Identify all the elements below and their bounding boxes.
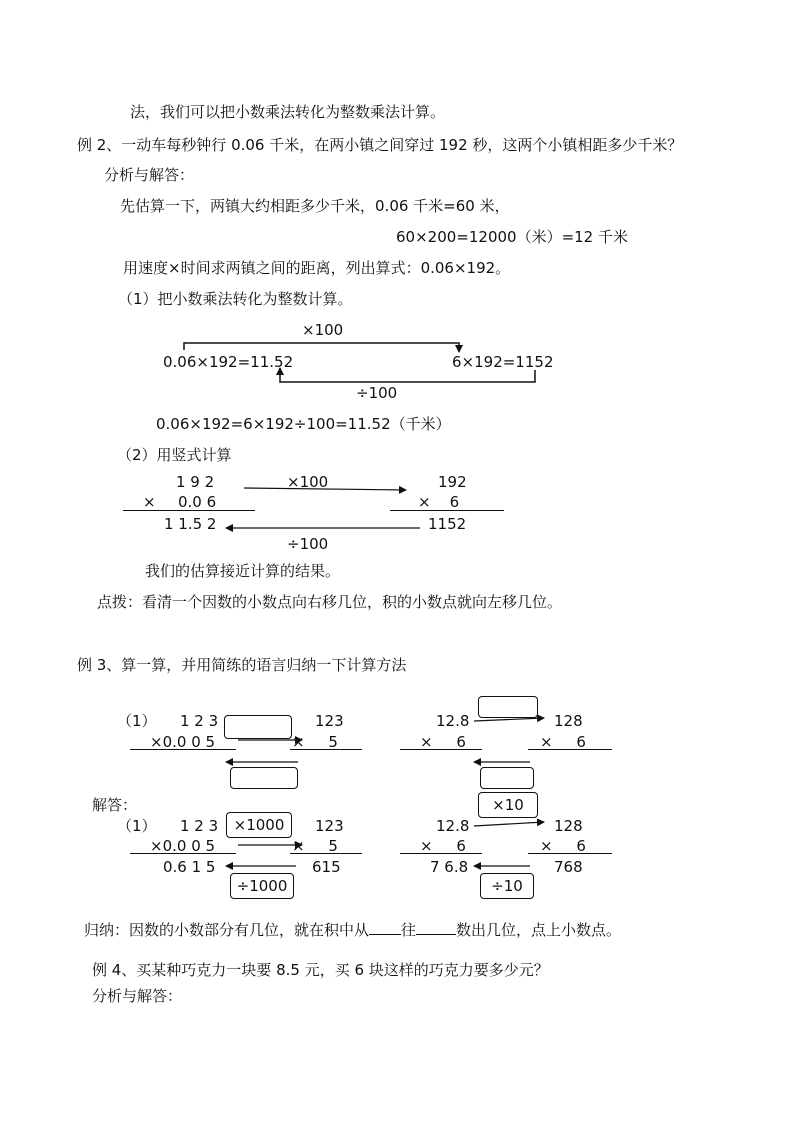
p-b-blank-box-bottom[interactable] (480, 767, 534, 789)
v-left-rule (123, 510, 255, 511)
summary-blank-1[interactable] (369, 920, 401, 935)
v-div100-label: ÷100 (287, 535, 329, 553)
v-times100-label: ×100 (287, 473, 329, 491)
step-1-div100-label: ÷100 (356, 384, 398, 402)
estimate-line-2: 60×200=12000（米）=12 千米 (396, 228, 628, 246)
estimate-line-1: 先估算一下，两镇大约相距多少千米，0.06 千米=60 米， (120, 197, 510, 215)
s-a-rule (130, 853, 236, 854)
example-2-analysis-label: 分析与解答： (104, 166, 195, 184)
p-b-right-arrow (474, 718, 544, 721)
s-a-box-bottom-label: ÷1000 (236, 877, 288, 895)
s-b-right-arrow (474, 822, 544, 826)
p-a-int-rule (290, 749, 362, 750)
s-b-box-bottom-label: ÷10 (491, 877, 523, 895)
intro-tail: 法，我们可以把小数乘法转化为整数乘法计算。 (130, 103, 446, 121)
v-left-top: 1 9 2 (176, 473, 215, 491)
s-b-rule (400, 853, 482, 854)
s-a-top: 1 2 3 (180, 817, 219, 835)
s-a-result: 0.6 1 5 (163, 858, 216, 876)
s-a-int-rule (290, 853, 362, 854)
example-4-question: 例 4、买某种巧克力一块要 8.5 元，买 6 块这样的巧克力要多少元？ (92, 961, 549, 979)
summary-line (84, 920, 621, 939)
p-label: （1） (117, 712, 157, 730)
s-a-box-bottom (230, 873, 294, 899)
s-label: （1） (117, 817, 157, 835)
s-a-int-top: 123 (315, 817, 344, 835)
v-right-rule (390, 510, 504, 511)
example-3-question: 例 3、算一算，并用简练的语言归纳一下计算方法 (77, 656, 407, 674)
s-b-int-result: 768 (554, 858, 583, 876)
p-b-int-rule (528, 749, 612, 750)
s-a-int-mul: × 5 (292, 837, 338, 855)
summary-part-c: 数出几位，点上小数点。 (456, 921, 622, 939)
step-2-title: （2）用竖式计算 (117, 446, 232, 464)
p-a-blank-box-bottom[interactable] (230, 767, 298, 789)
s-b-mul: × 6 (420, 837, 466, 855)
p-b-int-top: 128 (554, 712, 583, 730)
s-b-int-top: 128 (554, 817, 583, 835)
p-a-rule (130, 749, 236, 750)
v-right-mul: × 6 (418, 493, 460, 511)
s-b-int-rule (528, 853, 612, 854)
v-left-mul-sign: × (143, 493, 156, 511)
p-b-top: 12.8 (436, 712, 470, 730)
answer-label: 解答： (92, 796, 138, 814)
times100-bracket-arrow (184, 343, 459, 352)
v-right-result: 1152 (428, 515, 467, 533)
s-b-box-top (478, 792, 538, 818)
step-1-right-expression: 6×192=1152 (452, 353, 554, 371)
s-b-top: 12.8 (436, 817, 470, 835)
step-1-times100-label: ×100 (302, 321, 344, 339)
v-left-mul: 0.0 6 (178, 493, 217, 511)
summary-part-a: 归纳：因数的小数部分有几位，就在积中从 (84, 921, 370, 939)
v-left-result: 1 1.5 2 (164, 515, 217, 533)
p-b-rule (400, 749, 482, 750)
p-a-int-mul: × 5 (292, 733, 338, 751)
example-2-question: 例 2、一动车每秒钟行 0.06 千米，在两小镇之间穿过 192 秒，这两个小镇相距多少千米？ (77, 136, 683, 154)
p-a-top: 1 2 3 (180, 712, 219, 730)
s-b-result: 7 6.8 (430, 858, 469, 876)
s-a-mul: ×0.0 0 5 (150, 837, 216, 855)
p-a-int-top: 123 (315, 712, 344, 730)
s-b-box-top-label: ×10 (492, 796, 524, 814)
s-a-int-result: 615 (312, 858, 341, 876)
v-right-top: 192 (438, 473, 467, 491)
p-b-int-mul: × 6 (540, 733, 586, 751)
example-4-analysis-label: 分析与解答： (92, 987, 183, 1005)
formula-line: 用速度×时间求两镇之间的距离，列出算式：0.06×192。 (123, 259, 511, 277)
step-1-left-expression: 0.06×192=11.52 (163, 353, 294, 371)
summary-part-b: 往 (401, 921, 417, 939)
p-b-mul: × 6 (420, 733, 466, 751)
step-1-title: （1）把小数乘法转化为整数计算。 (118, 290, 353, 308)
p-b-blank-box-top[interactable] (478, 696, 538, 718)
p-a-mul: ×0.0 0 5 (150, 733, 216, 751)
conclusion: 我们的估算接近计算的结果。 (145, 562, 341, 580)
s-a-box-top (226, 812, 292, 838)
s-b-int-mul: × 6 (540, 837, 586, 855)
s-b-box-bottom (480, 873, 534, 899)
step-1-result: 0.06×192=6×192÷100=11.52（千米） (156, 415, 451, 433)
s-a-box-top-label: ×1000 (233, 816, 285, 834)
tip: 点拨：看清一个因数的小数点向右移几位，积的小数点就向左移几位。 (97, 593, 563, 611)
p-a-blank-box-top[interactable] (224, 715, 292, 739)
summary-blank-2[interactable] (416, 920, 456, 935)
